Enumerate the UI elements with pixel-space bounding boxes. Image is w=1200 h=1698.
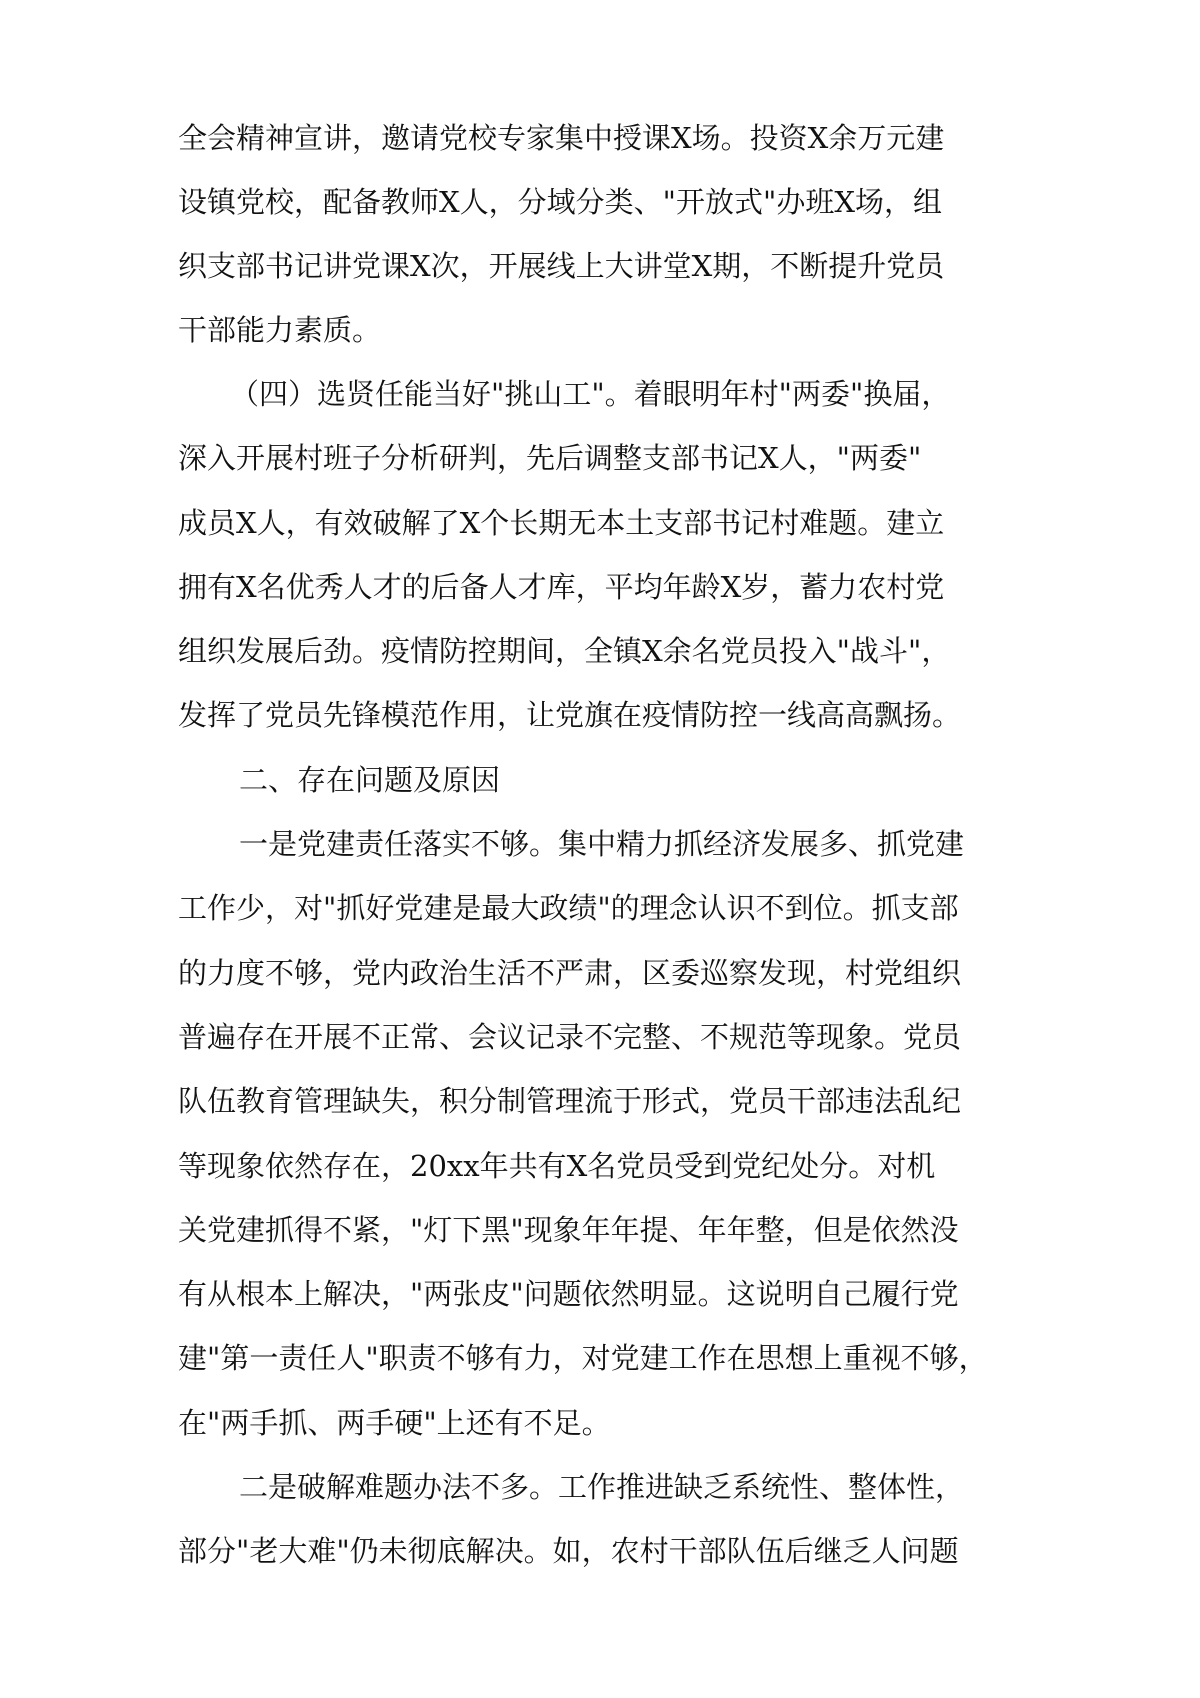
text-line: 关党建抓得不紧，"灯下黑"现象年年提、年年整，但是依然没 (178, 1213, 959, 1247)
text-line: 工作少，对"抓好党建是最大政绩"的理念认识不到位。抓支部 (178, 891, 959, 925)
paragraph-start: 一是党建责任落实不够。集中精力抓经济发展多、抓党建 (239, 827, 965, 861)
text-line: 组织发展后劲。疫情防控期间，全镇X余名党员投入"战斗"， (178, 634, 951, 668)
text-line: 的力度不够，党内政治生活不严肃，区委巡察发现，村党组织 (178, 956, 962, 990)
text-line: 队伍教育管理缺失，积分制管理流于形式，党员干部违法乱纪 (178, 1084, 962, 1118)
section-heading-2: 二、存在问题及原因 (239, 763, 501, 797)
text-line: 发挥了党员先锋模范作用，让党旗在疫情防控一线高高飘扬。 (178, 698, 962, 732)
text-line: 有从根本上解决，"两张皮"问题依然明显。这说明自己履行党 (178, 1277, 959, 1311)
paragraph-start: 二是破解难题办法不多。工作推进缺乏系统性、整体性， (239, 1470, 965, 1504)
text-line: 部分"老大难"仍未彻底解决。如，农村干部队伍后继乏人问题 (178, 1534, 959, 1568)
text-line: 等现象依然存在，20xx年共有X名党员受到党纪处分。对机 (178, 1149, 936, 1183)
text-line: 在"两手抓、两手硬"上还有不足。 (178, 1406, 611, 1440)
text-line: 成员X人，有效破解了X个长期无本土支部书记村难题。建立 (178, 506, 945, 540)
text-line: 全会精神宣讲，邀请党校专家集中授课X场。投资X余万元建 (178, 121, 945, 155)
text-line: 深入开展村班子分析研判，先后调整支部书记X人，"两委" (178, 441, 922, 475)
text-line: 干部能力素质。 (178, 313, 382, 347)
section-heading-4: （四）选贤任能当好"挑山工"。着眼明年村"两委"换届， (230, 377, 951, 411)
text-line: 织支部书记讲党课X次，开展线上大讲堂X期，不断提升党员 (178, 249, 945, 283)
text-line: 拥有X名优秀人才的后备人才库，平均年龄X岁，蓄力农村党 (178, 570, 945, 604)
text-line: 普遍存在开展不正常、会议记录不完整、不规范等现象。党员 (178, 1020, 962, 1054)
text-line: 建"第一责任人"职责不够有力，对党建工作在思想上重视不够， (178, 1341, 988, 1375)
text-line: 设镇党校，配备教师X人，分域分类、"开放式"办班X场，组 (178, 185, 942, 219)
